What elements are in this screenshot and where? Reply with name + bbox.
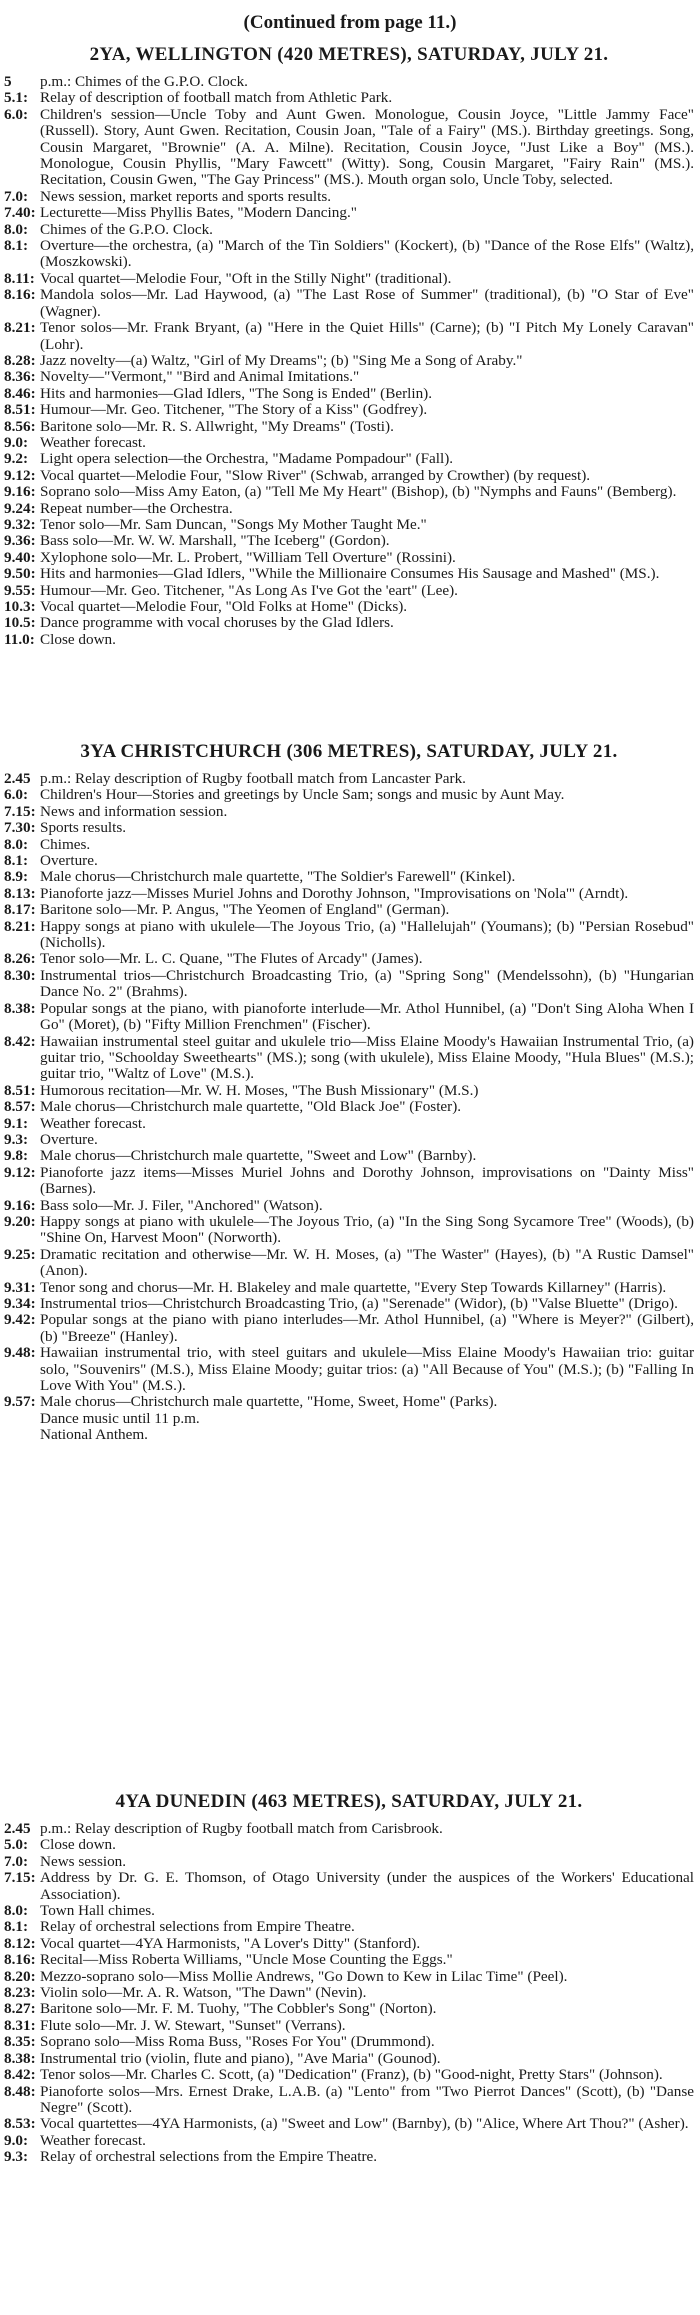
programme-entry <box>4 2116 694 2132</box>
closing-line: National Anthem. <box>40 1426 148 1444</box>
programme-entry <box>4 1280 694 1296</box>
entry-time: 5.0: <box>4 1836 29 1854</box>
entry-text: Vocal quartet—Melodie Four, "Old Folks at Home" (Dicks). <box>40 598 408 615</box>
entry-text: Close down. <box>40 630 116 648</box>
entry-time: 8.26: <box>4 950 36 968</box>
programme-entry <box>4 419 694 435</box>
programme-entry <box>4 2149 694 2165</box>
entry-text: Bass solo—Mr. J. Filer, "Anchored" (Watson). <box>40 1196 323 1214</box>
programme-entry <box>4 615 694 631</box>
programme-entry <box>4 271 694 287</box>
entry-text: Tenor solo—Mr. Sam Duncan, "Songs My Mother Taught Me." <box>40 515 427 533</box>
entry-time: 8.20: <box>4 1967 36 1985</box>
programme-entry <box>4 1001 694 1034</box>
programme-entry <box>4 566 694 582</box>
entry-time: 8.53: <box>4 2115 36 2133</box>
entry-text: Hawaiian instrumental steel guitar and ukulele trio—Miss Elaine Moody's Hawaiian Instrumental Trio, (a) guitar trio, "Schoolday Sweethearts" (MS.); song (with ukulele), Miss Elaine Moody, "Hula Blues" (M.S.); guitar trio, "Waltz of Love" (M.S.). <box>40 1032 694 1083</box>
entry-time: 9.24: <box>4 499 36 517</box>
entry-text: Violin solo—Mr. A. R. Watson, "The Dawn" (Nevin). <box>40 1984 367 2002</box>
entry-time: 9.0: <box>4 2131 29 2149</box>
entry-text: Children's session—Uncle Toby and Aunt Gwen. Monologue, Cousin Joyce, "Little Jammy Face" (Russell). Story, Aunt Gwen. Recitation, Cousin Joan, "Tale of a Fairy" (MS.). Birthday greetings. Song, Cousin Margaret, "Brownie" (A. A. Milne). Recitation, Cousin Joyce, "Just Like a Boy" (MS.). Monologue, Cousin Phyllis, "Mary Fawcett" (Witty). Song, Cousin Margaret, "Fairy Rain" (MS.). Recitation, Cousin Gwen, "The Gay Princess" (MS.). Mouth organ solo, Uncle Toby, selected. <box>40 105 694 189</box>
programme-entry <box>4 386 694 402</box>
programme-entry <box>4 2018 694 2034</box>
entry-text: News session, market reports and sports results. <box>40 187 332 205</box>
programme-entry <box>4 238 694 271</box>
section-3ya-christchurch <box>4 741 694 1444</box>
entry-time: 9.3: <box>4 1130 29 1148</box>
programme-entry <box>4 517 694 533</box>
entry-text: Overture—the orchestra, (a) "March of the Tin Soldiers" (Kockert), (b) "Dance of the Rose Elfs" (Waltz), (Moszkowski). <box>40 237 694 271</box>
entry-time: 9.8: <box>4 1147 29 1165</box>
programme-entry <box>4 1870 694 1903</box>
entry-time: 9.12: <box>4 1163 36 1181</box>
programme-entry <box>4 1148 694 1164</box>
entry-time: 8.9: <box>4 868 29 886</box>
programme-entry <box>4 402 694 418</box>
programme-entry <box>4 919 694 952</box>
programme-entry <box>4 1198 694 1214</box>
programme-entry <box>4 1116 694 1132</box>
entry-text: Repeat number—the Orchestra. <box>40 499 233 517</box>
entry-time: 8.51: <box>4 1081 36 1099</box>
programme-entry <box>4 90 694 106</box>
entry-time: 8.17: <box>4 901 36 919</box>
entry-time: 8.13: <box>4 884 36 902</box>
entry-time: 8.42: <box>4 2066 36 2084</box>
programme-entry <box>4 533 694 549</box>
programme-entry <box>4 804 694 820</box>
entry-time: 9.2: <box>4 450 29 468</box>
entry-time: 8.0: <box>4 1902 29 1920</box>
entry-text: Soprano solo—Miss Amy Eaton, (a) "Tell Me My Heart" (Bishop), (b) "Nymphs and Fauns" (Bemberg). <box>40 483 677 501</box>
section-heading: 4YA DUNEDIN (463 METRES), SATURDAY, JULY 21. <box>115 1791 583 1812</box>
entry-text: Chimes of the G.P.O. Clock. <box>40 220 213 238</box>
entry-time: 7.30: <box>4 819 36 837</box>
entry-time: 9.40: <box>4 548 36 566</box>
entry-text: Dance programme with vocal choruses by the Glad Idlers. <box>40 614 394 632</box>
entry-time: 8.0: <box>4 835 29 853</box>
programme-entry <box>4 74 694 90</box>
entry-text: Male chorus—Christchurch male quartette, "Old Black Joe" (Foster). <box>40 1098 462 1116</box>
entry-text: Popular songs at the piano, with pianoforte interlude—Mr. Athol Hunnibel, (a) "Don't Sing Aloha When I Go" (Moret), (b) "Fifty Million Frenchmen" (Fischer). <box>40 999 694 1034</box>
section-heading: 2YA, WELLINGTON (420 METRES), SATURDAY, JULY 21. <box>89 44 609 65</box>
entry-text: Relay of orchestral selections from Empire Theatre. <box>40 1918 355 1936</box>
programme-entry <box>4 632 694 648</box>
entry-time: 5.1: <box>4 89 29 107</box>
entry-text: Male chorus—Christchurch male quartette, "Home, Sweet, Home" (Parks). <box>40 1393 498 1411</box>
entry-time: 9.31: <box>4 1278 36 1296</box>
entry-text: Mandola solos—Mr. Lad Haywood, (a) "The Last Rose of Summer" (traditional), (b) "O Star of Eve" (Wagner). <box>40 286 694 320</box>
programme-entry <box>4 1985 694 2001</box>
programme-entry <box>4 837 694 853</box>
entry-text: p.m.: Relay description of Rugby football match from Carisbrook. <box>40 1820 443 1837</box>
programme-entry <box>4 1903 694 1919</box>
programme-entry <box>4 869 694 885</box>
entry-text: Novelty—"Vermont," "Bird and Animal Imitations." <box>40 368 360 386</box>
entry-text: Baritone solo—Mr. F. M. Tuohy, "The Cobbler's Song" (Norton). <box>40 2000 437 2018</box>
programme-entry <box>4 320 694 353</box>
entry-text: Tenor solos—Mr. Charles C. Scott, (a) "Dedication" (Franz), (b) "Good-night, Pretty Stars" (Johnson). <box>40 2066 663 2084</box>
programme-entry <box>4 451 694 467</box>
entry-text: Vocal quartettes—4YA Harmonists, (a) "Sweet and Low" (Barnby), (b) "Alice, Where Art Thou?" (Asher). <box>40 2115 689 2133</box>
entry-time: 8.38: <box>4 2049 36 2067</box>
programme-entry <box>4 1394 694 1410</box>
entry-text: Popular songs at the piano with piano interludes—Mr. Athol Hunnibel, (a) "Where is Meyer?" (Gilbert), (b) "Breeze" (Hanley). <box>40 1311 694 1345</box>
entry-text: Vocal quartet—4YA Harmonists, "A Lover's Ditty" (Stanford). <box>40 1934 421 1952</box>
programme-entry <box>4 2051 694 2067</box>
entry-text: Recital—Miss Roberta Williams, "Uncle Mose Counting the Eggs." <box>40 1951 453 1969</box>
entry-time: 8.36: <box>4 368 36 386</box>
programme-entry <box>4 1952 694 1968</box>
entry-text: p.m.: Chimes of the G.P.O. Clock. <box>40 73 248 90</box>
entry-time: 8.28: <box>4 351 36 369</box>
programme-entry <box>4 2034 694 2050</box>
programme-entry <box>4 1837 694 1853</box>
programme-entry <box>4 107 694 189</box>
programme-entry <box>4 484 694 500</box>
entry-text: Xylophone solo—Mr. L. Probert, "William Tell Overture" (Rossini). <box>40 548 456 566</box>
entry-text: Jazz novelty—(a) Waltz, "Girl of My Dreams"; (b) "Sing Me a Song of Araby." <box>40 351 523 369</box>
programme-entry <box>4 468 694 484</box>
entry-time: 9.1: <box>4 1114 29 1132</box>
programme-entry <box>4 787 694 803</box>
entry-time: 8.30: <box>4 966 36 984</box>
entry-time: 8.31: <box>4 2016 36 2034</box>
entry-text: Weather forecast. <box>40 1114 146 1132</box>
entry-text: Instrumental trio (violin, flute and piano), "Ave Maria" (Gounod). <box>40 2049 441 2067</box>
programme-entry <box>4 968 694 1001</box>
programme-entry <box>4 2001 694 2017</box>
closing-line: Dance music until 11 p.m. <box>40 1409 200 1427</box>
entry-time: 8.21: <box>4 917 36 935</box>
continued-note: (Continued from page 11.) <box>243 12 457 33</box>
entry-time: 9.34: <box>4 1295 36 1312</box>
entry-time: 7.15: <box>4 802 36 820</box>
entry-time: 8.56: <box>4 417 36 435</box>
entry-time: 8.38: <box>4 999 36 1017</box>
entry-time: 7.40: <box>4 204 36 222</box>
entry-time: 9.16: <box>4 1196 36 1214</box>
entry-text: Vocal quartet—Melodie Four, "Slow River" (Schwab, arranged by Crowther) (by request). <box>40 466 591 484</box>
entry-text: Town Hall chimes. <box>40 1902 155 1920</box>
entry-time: 8.16: <box>4 286 36 304</box>
programme-entry <box>4 550 694 566</box>
entry-time: 9.12: <box>4 466 36 484</box>
entry-time: 10.3: <box>4 598 36 615</box>
entry-text: Hits and harmonies—Glad Idlers, "The Song is Ended" (Berlin). <box>40 384 433 402</box>
entry-text: Hawaiian instrumental trio, with steel guitars and ukulele—Miss Elaine Moody's Hawaiian trio: guitar solo, "Souvenirs" (M.S.), Miss Elaine Moody; guitar trios: (a) "All Because of You" (M.S.); (b) "Falling In Love With You" (M.S.). <box>40 1344 694 1395</box>
entry-text: Baritone solo—Mr. R. S. Allwright, "My Dreams" (Tosti). <box>40 417 394 435</box>
programme-entry <box>4 369 694 385</box>
entry-time: 9.48: <box>4 1344 36 1362</box>
programme-entry <box>4 501 694 517</box>
entry-text: Sports results. <box>40 819 127 837</box>
programme-entry <box>4 1214 694 1247</box>
entry-time: 2.45 <box>4 1820 31 1837</box>
entry-time: 8.35: <box>4 2033 36 2051</box>
entry-time: 6.0: <box>4 105 29 123</box>
programme-entry <box>4 1083 694 1099</box>
entry-text: Humour—Mr. Geo. Titchener, "As Long As I've Got the 'eart" (Lee). <box>40 581 458 599</box>
entry-time: 9.36: <box>4 532 36 550</box>
entry-time: 5 <box>4 73 12 90</box>
entry-text: Bass solo—Mr. W. W. Marshall, "The Iceberg" (Gordon). <box>40 532 390 550</box>
entry-time: 8.23: <box>4 1984 36 2002</box>
entry-text: Pianoforte jazz items—Misses Muriel Johns and Dorothy Johnson, improvisations on "Dainty Miss" (Barnes). <box>40 1163 694 1198</box>
programme-entry <box>4 1936 694 1952</box>
entry-time: 8.11: <box>4 269 35 287</box>
section-2ya-wellington <box>4 44 694 648</box>
entry-time: 10.5: <box>4 614 36 632</box>
entry-time: 8.48: <box>4 2082 36 2100</box>
entry-text: Humour—Mr. Geo. Titchener, "The Story of a Kiss" (Godfrey). <box>40 401 428 419</box>
programme-entry <box>4 1247 694 1280</box>
programme-entry <box>4 820 694 836</box>
entry-time: 8.46: <box>4 384 36 402</box>
programme-entry <box>4 1099 694 1115</box>
programme-entry <box>4 222 694 238</box>
entry-text: News and information session. <box>40 802 228 820</box>
programme-entry <box>4 902 694 918</box>
entry-text: Instrumental trios—Christchurch Broadcasting Trio, (a) "Spring Song" (Mendelssohn), (b) "Hungarian Dance No. 2" (Brahms). <box>40 966 694 1001</box>
entry-time: 9.50: <box>4 565 36 583</box>
programme-entry <box>4 771 694 787</box>
entry-text: Overture. <box>40 852 98 870</box>
programme-entry <box>4 205 694 221</box>
entry-text: Soprano solo—Miss Roma Buss, "Roses For You" (Drummond). <box>40 2033 435 2051</box>
entry-text: Tenor song and chorus—Mr. H. Blakeley and male quartette, "Every Step Towards Killarney" (Harris). <box>40 1278 667 1296</box>
entry-text: Mezzo-soprano solo—Miss Mollie Andrews, "Go Down to Kew in Lilac Time" (Peel). <box>40 1967 568 1985</box>
programme-entry <box>4 1969 694 1985</box>
entry-text: Children's Hour—Stories and greetings by Uncle Sam; songs and music by Aunt May. <box>40 786 565 804</box>
entry-text: Baritone solo—Mr. P. Angus, "The Yeomen of England" (German). <box>40 901 450 919</box>
programme-entry <box>4 1821 694 1837</box>
entry-time: 9.20: <box>4 1212 36 1230</box>
programme-entry <box>4 583 694 599</box>
programme-entry <box>4 1345 694 1394</box>
entry-time: 8.12: <box>4 1934 36 1952</box>
entry-time: 7.15: <box>4 1869 36 1887</box>
entry-text: Tenor solos—Mr. Frank Bryant, (a) "Here in the Quiet Hills" (Carne); (b) "I Pitch My Lonely Caravan" (Lohr). <box>40 319 694 353</box>
entry-text: Happy songs at piano with ukulele—The Joyous Trio, (a) "Hallelujah" (Youmans); (b) "Persian Rosebud" (Nicholls). <box>40 917 694 952</box>
entry-text: Weather forecast. <box>40 2131 146 2149</box>
programme-entry <box>4 951 694 967</box>
entry-text: Close down. <box>40 1836 116 1854</box>
entry-time: 7.0: <box>4 187 29 205</box>
entry-time: 9.16: <box>4 483 36 501</box>
entry-text: Male chorus—Christchurch male quartette, "The Soldier's Farewell" (Kinkel). <box>40 868 516 886</box>
entry-text: p.m.: Relay description of Rugby football match from Lancaster Park. <box>40 770 466 787</box>
programme-entry <box>4 2067 694 2083</box>
entry-text: Chimes. <box>40 835 91 853</box>
programme-entry <box>4 853 694 869</box>
programme-entry <box>4 435 694 451</box>
entry-text: Weather forecast. <box>40 433 146 451</box>
entry-time: 8.21: <box>4 319 36 337</box>
programme-entry <box>4 1854 694 1870</box>
entry-time: 9.25: <box>4 1245 36 1263</box>
entry-time: 8.42: <box>4 1032 36 1050</box>
entry-text: Lecturette—Miss Phyllis Bates, "Modern Dancing." <box>40 204 357 222</box>
programme-entry <box>4 189 694 205</box>
entry-text: Flute solo—Mr. J. W. Stewart, "Sunset" (Verrans). <box>40 2016 346 2034</box>
entry-time: 9.0: <box>4 433 29 451</box>
entry-text: Pianoforte jazz—Misses Muriel Johns and Dorothy Johnson, "Improvisations on 'Nola'" (Arndt). <box>40 884 629 902</box>
entry-text: Male chorus—Christchurch male quartette, "Sweet and Low" (Barnby). <box>40 1147 477 1165</box>
programme-entry <box>4 2084 694 2117</box>
entry-text: Tenor solo—Mr. L. C. Quane, "The Flutes of Arcady" (James). <box>40 950 423 968</box>
entry-time: 2.45 <box>4 770 31 787</box>
entry-text: Overture. <box>40 1130 98 1148</box>
programme-entry <box>4 1312 694 1345</box>
entry-time: 7.0: <box>4 1852 29 1870</box>
entry-time: 8.51: <box>4 401 36 419</box>
programme-entry <box>4 1919 694 1935</box>
entry-text: Happy songs at piano with ukulele—The Joyous Trio, (a) "In the Sing Song Sycamore Tree" (Woods), (b) "Shine On, Harvest Moon" (Norworth). <box>40 1212 694 1247</box>
entry-time: 8.16: <box>4 1951 36 1969</box>
entry-text: Pianoforte solos—Mrs. Ernest Drake, L.A.B. (a) "Lento" from "Two Pierrot Dances" (Scott), (b) "Danse Negre" (Scott). <box>40 2082 694 2116</box>
programme-entry <box>4 1165 694 1198</box>
programme-entry <box>4 1034 694 1083</box>
programme-entry <box>4 599 694 615</box>
programme-entry <box>4 353 694 369</box>
entry-text: Humorous recitation—Mr. W. H. Moses, "The Bush Missionary" (M.S.) <box>40 1081 479 1099</box>
section-4ya-dunedin <box>4 1791 694 2166</box>
programme-entry <box>4 1296 694 1312</box>
entry-time: 8.1: <box>4 852 29 870</box>
entry-time: 8.57: <box>4 1098 36 1116</box>
entry-time: 9.57: <box>4 1393 36 1411</box>
entry-time: 9.55: <box>4 581 36 599</box>
programme-entry <box>4 287 694 320</box>
entry-text: News session. <box>40 1852 127 1870</box>
entry-text: Vocal quartet—Melodie Four, "Oft in the Stilly Night" (traditional). <box>40 269 452 287</box>
entry-text: Instrumental trios—Christchurch Broadcasting Trio, (a) "Serenade" (Widor), (b) "Valse Bluette" (Drigo). <box>40 1295 678 1312</box>
entry-time: 8.1: <box>4 237 29 255</box>
section-heading: 3YA CHRISTCHURCH (306 METRES), SATURDAY, JULY 21. <box>80 741 618 762</box>
entry-text: Dramatic recitation and otherwise—Mr. W. H. Moses, (a) "The Waster" (Hayes), (b) "A Rustic Damsel" (Anon). <box>40 1245 694 1280</box>
entry-text: Relay of description of football match from Athletic Park. <box>40 89 393 107</box>
entry-text: Light opera selection—the Orchestra, "Madame Pompadour" (Fall). <box>40 450 454 468</box>
entry-time: 8.1: <box>4 1918 29 1936</box>
entry-text: Hits and harmonies—Glad Idlers, "While the Millionaire Consumes His Sausage and Mashed" (MS.). <box>40 565 660 583</box>
programme-entry <box>4 886 694 902</box>
entry-time: 11.0: <box>4 630 35 648</box>
programme-entry <box>4 1132 694 1148</box>
entry-time: 6.0: <box>4 786 29 804</box>
entry-text: Address by Dr. G. E. Thomson, of Otago University (under the auspices of the Workers' Educational Association). <box>40 1869 694 1903</box>
entry-time: 9.3: <box>4 2148 29 2166</box>
programme-entry <box>4 2133 694 2149</box>
entry-time: 9.32: <box>4 515 36 533</box>
entry-time: 9.42: <box>4 1311 36 1329</box>
entry-time: 8.27: <box>4 2000 36 2018</box>
entry-text: Relay of orchestral selections from the Empire Theatre. <box>40 2148 378 2166</box>
entry-time: 8.0: <box>4 220 29 238</box>
